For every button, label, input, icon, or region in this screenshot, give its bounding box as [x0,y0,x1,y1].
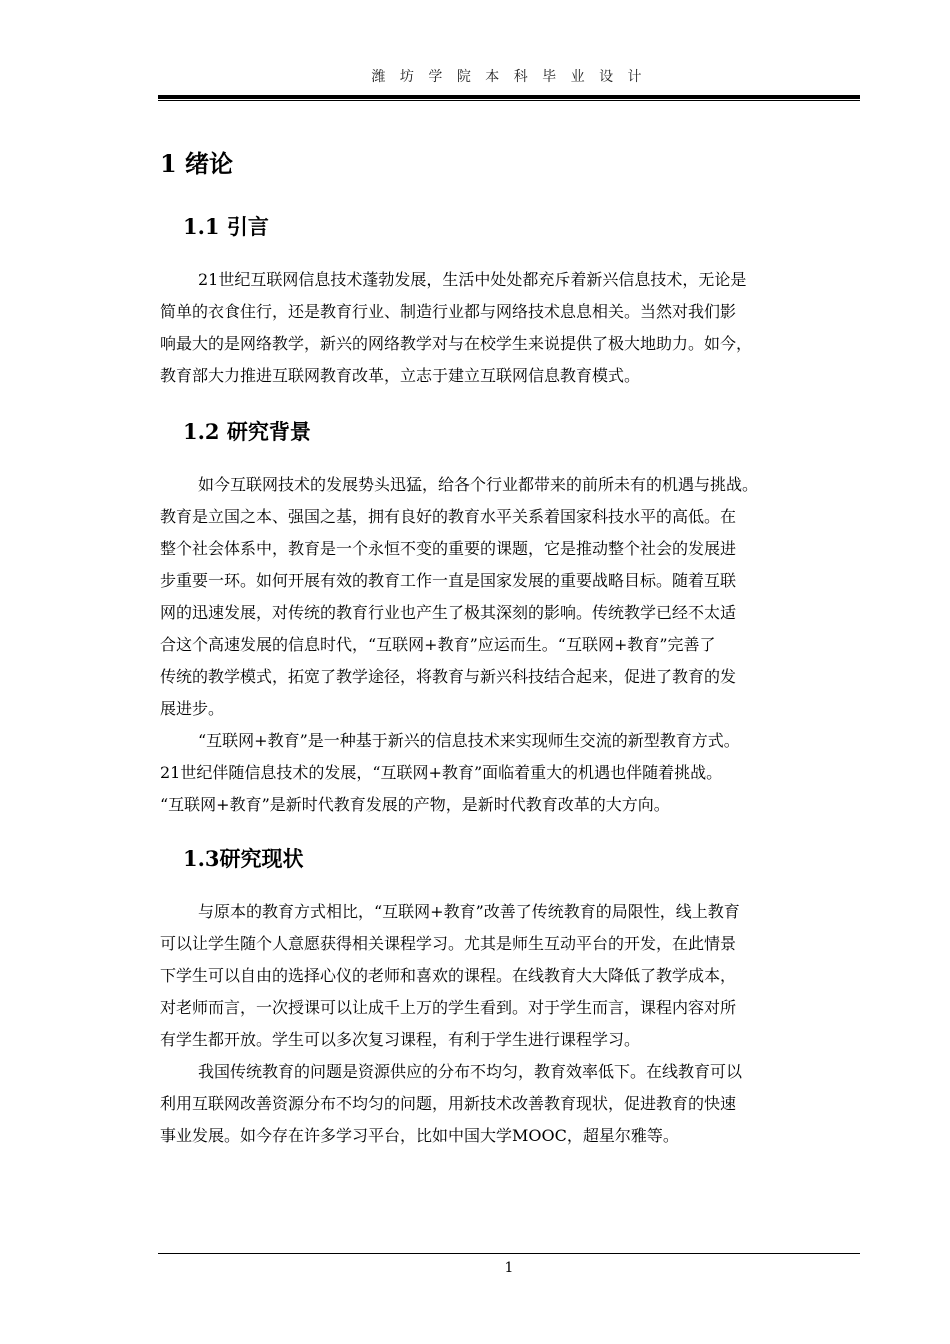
text-line: 事业发展。如今存在许多学习平台，比如中国大学MOOC，超星尔雅等。 [160,1126,679,1145]
text-line: 21世纪伴随信息技术的发展，“互联网+教育”面临着重大的机遇也伴随着挑战。 [160,763,723,782]
text-line: 我国传统教育的问题是资源供应的分布不均匀，教育效率低下。在线教育可以 [198,1062,743,1081]
text-line: 整个社会体系中，教育是一个永恒不变的重要的课题，它是推动整个社会的发展进 [160,539,737,558]
running-header: 潍 坊 学 院 本 科 毕 业 设 计 [371,69,647,85]
text-line: 可以让学生随个人意愿获得相关课程学习。尤其是师生互动平台的开发，在此情景 [160,934,737,953]
page-number: 1 [504,1260,514,1276]
text-line: 21世纪互联网信息技术蓬勃发展，生活中处处都充斥着新兴信息技术，无论是 [198,270,747,289]
text-line: 利用互联网改善资源分布不均匀的问题，用新技术改善教育现状，促进教育的快速 [160,1094,737,1113]
text-line: 对老师而言，一次授课可以让成千上万的学生看到。对于学生而言，课程内容对所 [160,998,737,1017]
text-line: 与原本的教育方式相比，“互联网+教育”改善了传统教育的局限性，线上教育 [198,902,740,921]
section-heading: 1.2 研究背景 [183,419,311,444]
paragraph [160,1056,862,1152]
text-line: “互联网+教育”是一种基于新兴的信息技术来实现师生交流的新型教育方式。 [198,731,740,750]
paragraph [160,896,862,1056]
text-line: “互联网+教育”是新时代教育发展的产物，是新时代教育改革的大方向。 [160,795,670,814]
text-line: 展进步。 [160,699,225,718]
section-heading: 1.1 引言 [183,214,269,239]
text-line: 合这个高速发展的信息时代，“互联网+教育”应运而生。“互联网+教育”完善了 [160,635,716,654]
section-heading: 1.3研究现状 [183,846,304,871]
paragraph [160,469,862,725]
text-line: 有学生都开放。学生可以多次复习课程，有利于学生进行课程学习。 [160,1030,641,1049]
paragraph [160,264,862,392]
text-line: 步重要一环。如何开展有效的教育工作一直是国家发展的重要战略目标。随着互联 [160,571,737,590]
text-line: 教育是立国之本、强国之基，拥有良好的教育水平关系着国家科技水平的高低。在 [160,507,737,526]
text-line: 如今互联网技术的发展势头迅猛，给各个行业都带来的前所未有的机遇与挑战。 [198,475,759,494]
header-rule [158,95,860,99]
text-line: 响最大的是网络教学，新兴的网络教学对与在校学生来说提供了极大地助力。如今， [160,334,753,353]
chapter-title: 1 绪论 [160,149,234,178]
text-line: 简单的衣食住行，还是教育行业、制造行业都与网络技术息息相关。当然对我们影 [160,302,737,321]
text-line: 网的迅速发展，对传统的教育行业也产生了极其深刻的影响。传统教学已经不太适 [160,603,737,622]
footer-rule [158,1253,860,1254]
text-line: 教育部大力推进互联网教育改革，立志于建立互联网信息教育模式。 [160,366,641,385]
header-rule-thin [158,100,860,101]
text-line: 下学生可以自由的选择心仪的老师和喜欢的课程。在线教育大大降低了教学成本， [160,966,737,985]
text-line: 传统的教学模式，拓宽了教学途径，将教育与新兴科技结合起来，促进了教育的发 [160,667,737,686]
paragraph [160,725,862,821]
